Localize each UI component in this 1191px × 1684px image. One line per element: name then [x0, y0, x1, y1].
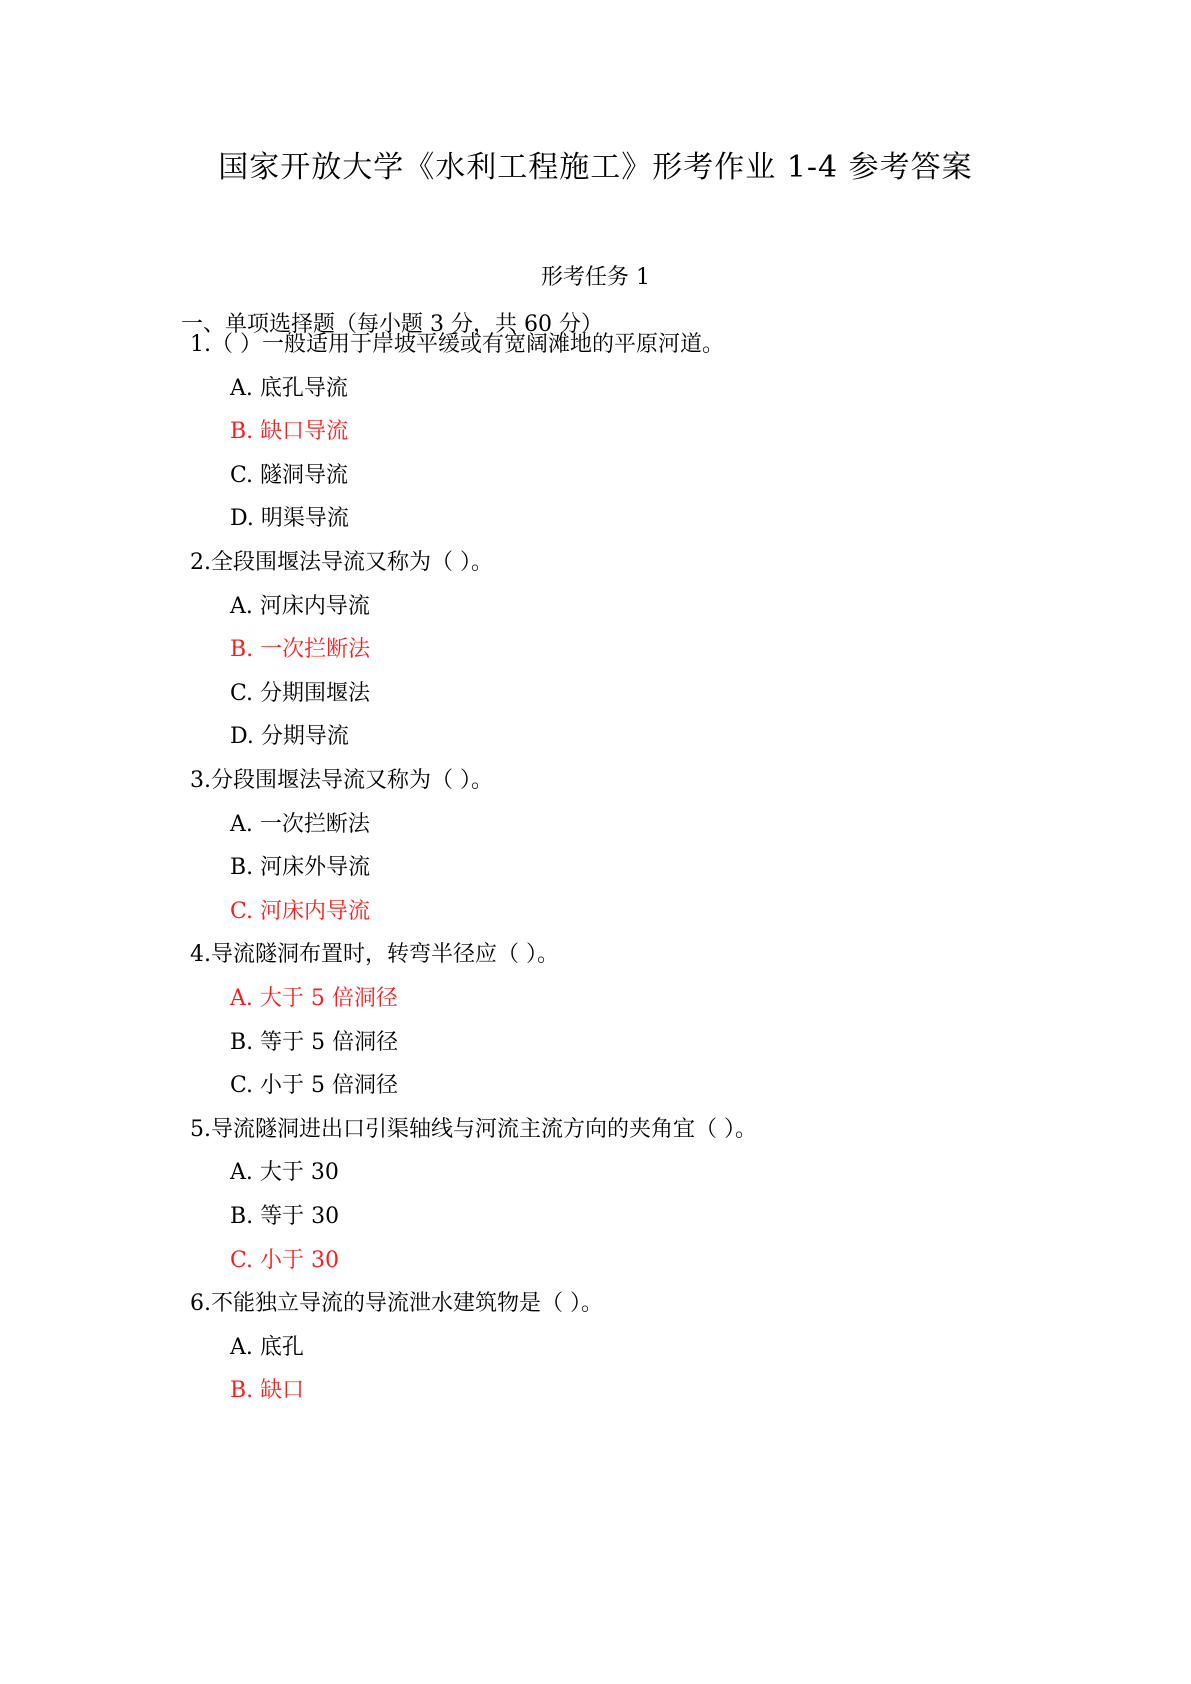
document-title: 国家开放大学《水利工程施工》形考作业 1-4 参考答案	[218, 150, 973, 185]
answer-option: C. 小于 5 倍洞径	[230, 1073, 399, 1099]
answer-option: A. 河床内导流	[230, 593, 370, 619]
correct-answer-option: C. 河床内导流	[230, 898, 371, 924]
correct-answer-option: B. 缺口	[230, 1378, 305, 1404]
answer-option: A. 一次拦断法	[230, 811, 370, 837]
answer-option: B. 等于 5 倍洞径	[230, 1029, 399, 1055]
correct-answer-option: B. 缺口导流	[230, 419, 349, 445]
answer-option: D. 明渠导流	[230, 506, 349, 532]
question-stem: 2.全段围堰法导流又称为（ ）。	[190, 550, 493, 575]
answer-option: C. 分期围堰法	[230, 680, 371, 706]
question-stem: 3.分段围堰法导流又称为（ ）。	[190, 768, 493, 793]
correct-answer-option: A. 大于 5 倍洞径	[230, 986, 398, 1011]
answer-option: A. 底孔	[230, 1334, 304, 1360]
question-stem: 4.导流隧洞布置时，转弯半径应（ ）。	[190, 942, 559, 968]
answer-option: B. 等于 30	[230, 1204, 340, 1229]
section-heading: 一、单项选择题（每小题 3 分，共 60 分）	[181, 312, 603, 337]
question-stem: 6.不能独立导流的导流泄水建筑物是（ ）。	[190, 1291, 603, 1317]
question-stem: 1.（ ）一般适用于岸坡平缓或有宽阔滩地的平原河道。	[190, 332, 724, 357]
correct-answer-option: B. 一次拦断法	[230, 637, 371, 663]
answer-option: A. 底孔导流	[230, 375, 348, 401]
answer-option: B. 河床外导流	[230, 855, 371, 881]
answer-option: C. 隧洞导流	[230, 462, 349, 488]
task-title: 形考任务 1	[541, 265, 650, 290]
question-stem: 5.导流隧洞进出口引渠轴线与河流主流方向的夹角宜（ ）。	[190, 1116, 757, 1142]
answer-option: A. 大于 30	[230, 1160, 339, 1186]
answer-option: D. 分期导流	[230, 724, 349, 750]
correct-answer-option: C. 小于 30	[230, 1247, 340, 1273]
